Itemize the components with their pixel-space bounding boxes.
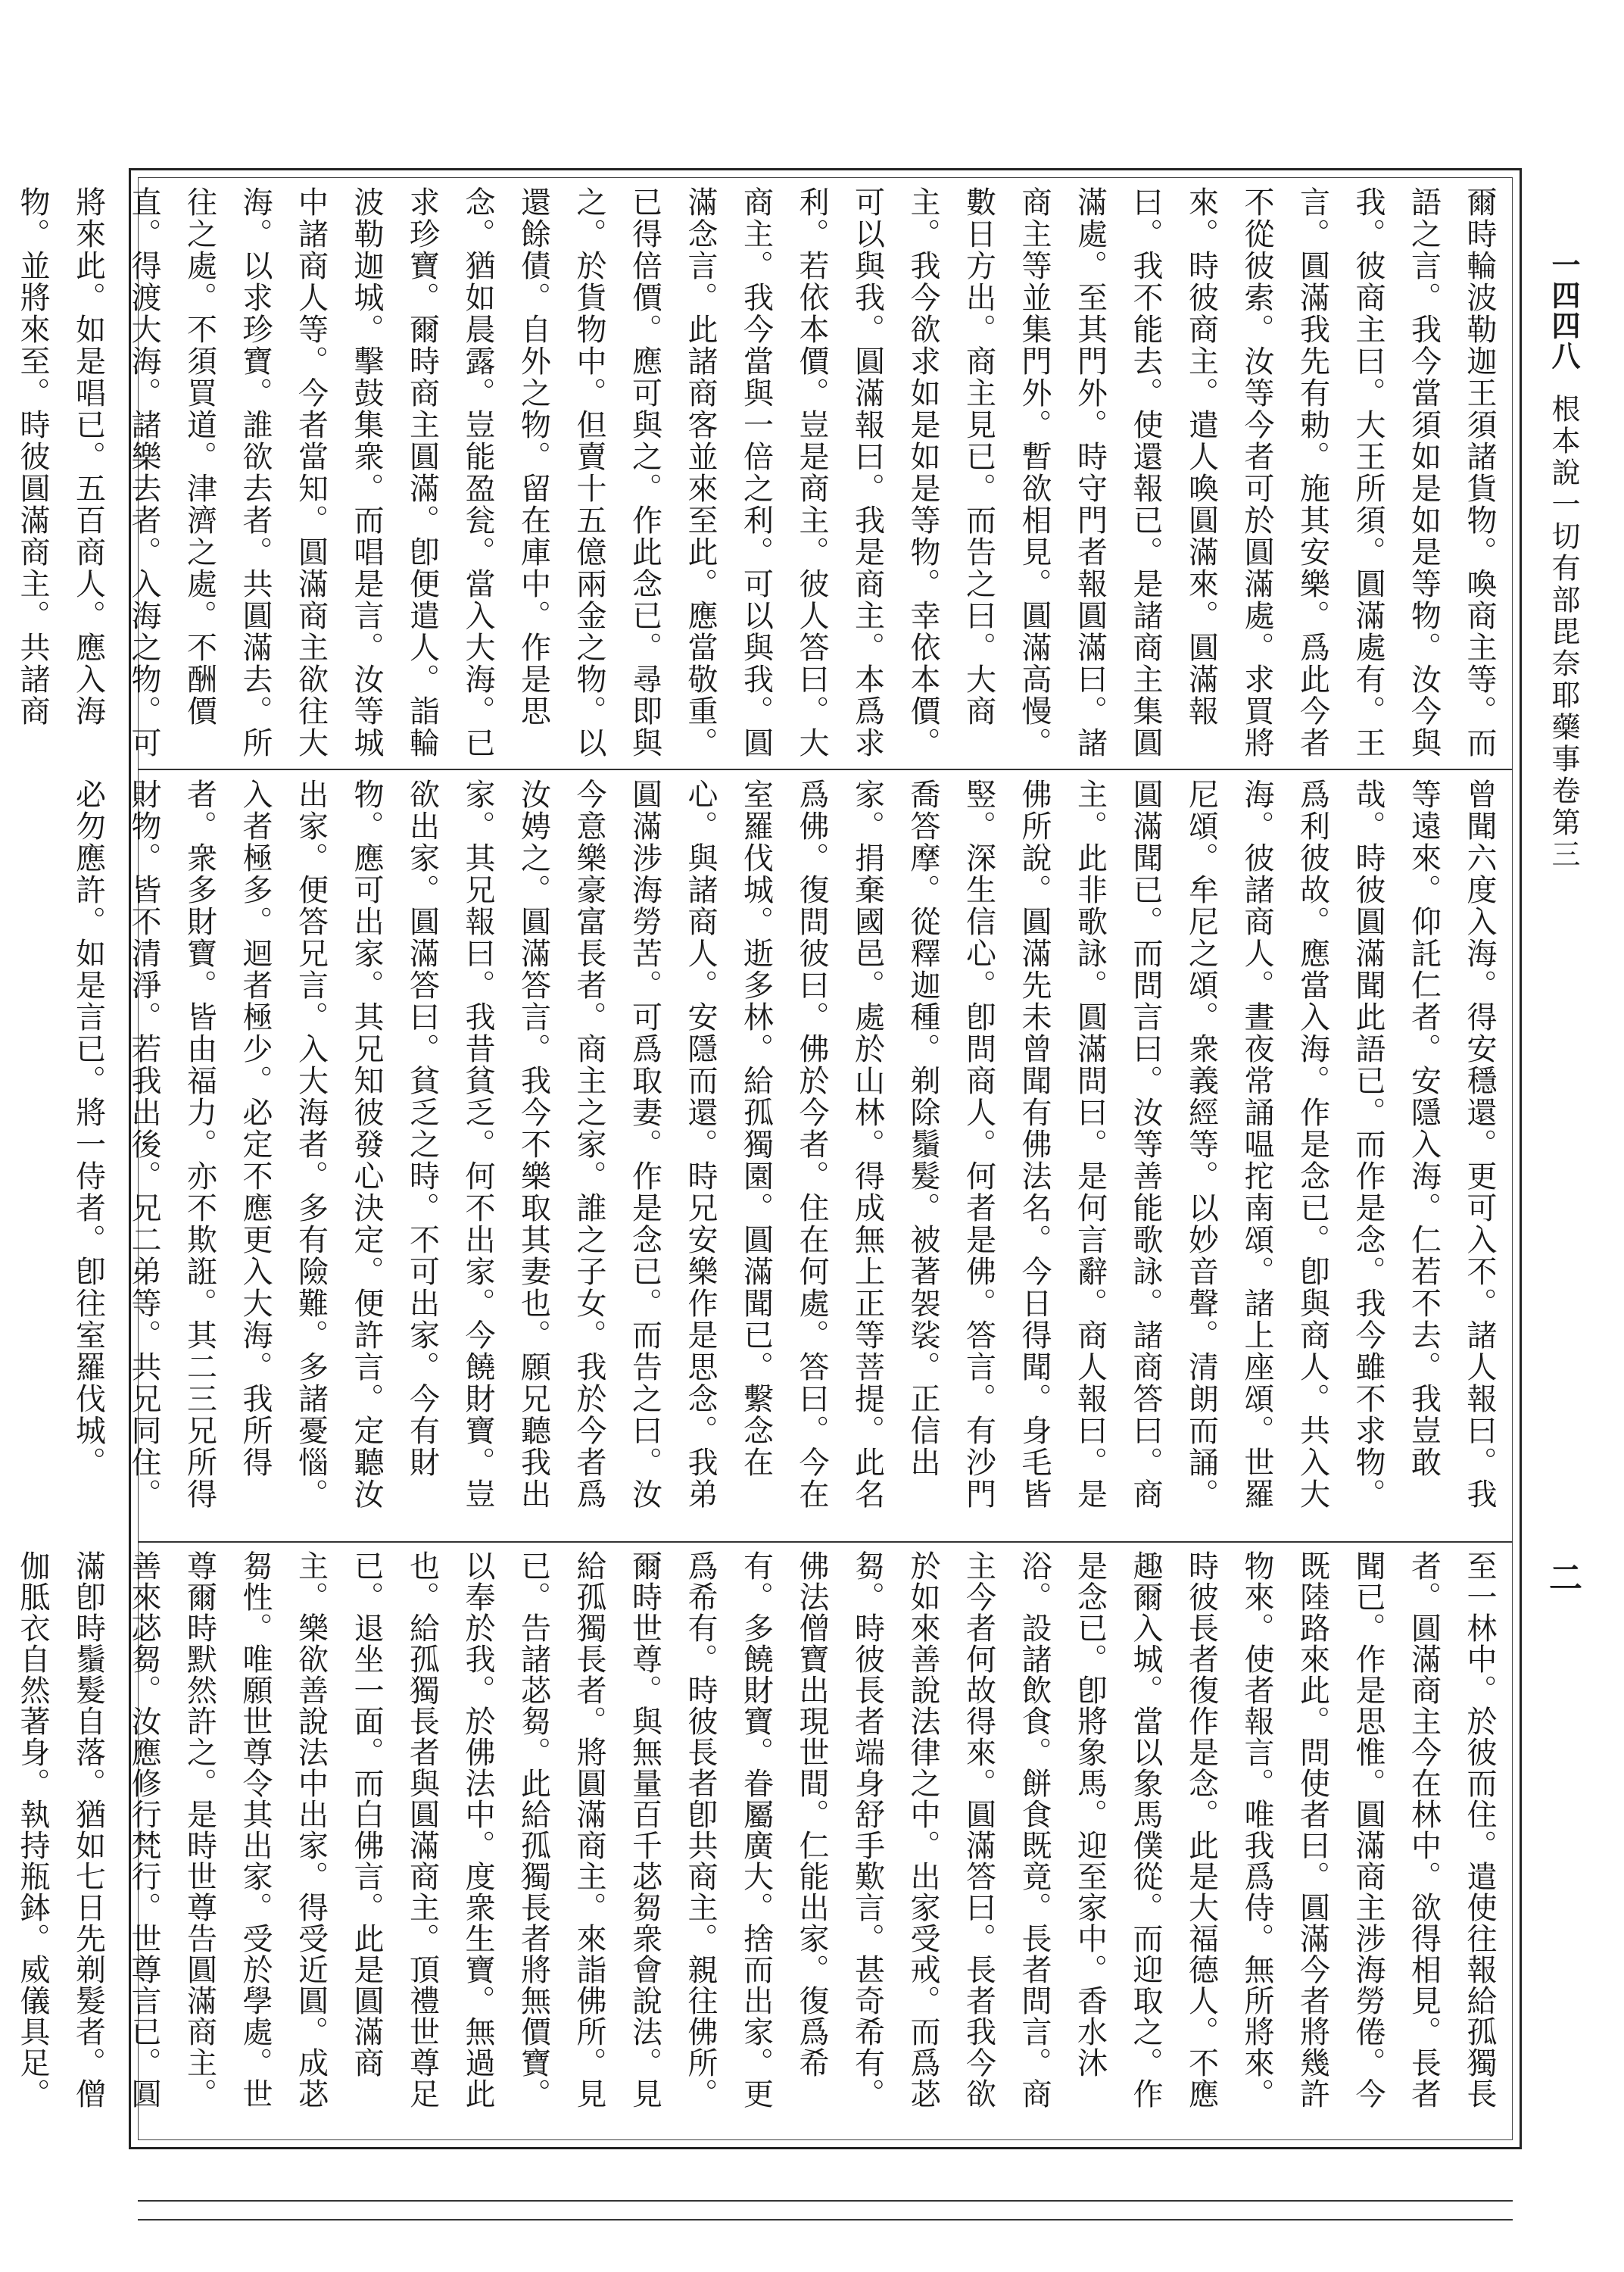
section-lower	[15, 1550, 1507, 2133]
bottom-rule-1	[138, 2200, 1513, 2202]
folio-number: 二	[1543, 1560, 1582, 1593]
page-number: 一四四八	[1547, 250, 1581, 371]
section-upper	[15, 186, 1507, 762]
lower-prose-1: 至一林中。於彼而住。遣使往報給孤獨長者。圓滿商主今在林中。欲得相見。長者聞已。作是思惟。圓滿商主涉海勞倦。今既陸路來此。問使者曰。圓滿今者將幾許物來。使者報言。唯我爲侍。無所將來。時彼長者復作是念。此是大福德人。不應趣爾入城。當以象馬僕從。而迎取之。作是念已。卽將象馬。迎至家中。香水沐浴。設諸飲食。餅食既竟。長者問言。商主今者何故得來。圓滿答曰。長者我今欲於如來善說法律之中。出家受戒。而爲苾芻。時彼長者端身舒手歎言。甚奇希有。佛法僧寶出現世間。仁能出家。復爲希有。多饒財寶。眷屬廣大。捨而出家。更爲希有。時彼長者卽共商主。親往佛所。爾時世尊。與無量百千苾芻衆會說法。見給孤獨長者。將圓滿商主。來詣佛所。見已。告諸苾芻。此給孤獨長者將無價寶。以奉於我。於佛法中。度衆生寶。無過此也。給孤獨長者與圓滿商主。頂禮世尊足已。退坐一面。而白佛言。此是圓滿商主。樂欲善說法中出家。得受近圓。成苾芻性。唯願世尊令其出家。受於學處。世尊爾時默然許之。是時世尊告圓滿商主。善來苾芻。汝應修行梵行。世尊言已。圓滿卽時鬚髮自落。猶如七日先剃髮者。僧伽胝衣自然著身。執持瓶鉢。威儀具足。	[15, 1550, 1497, 2109]
running-header	[1537, 250, 1590, 1234]
section-divider-1	[138, 769, 1513, 770]
lower-text-block	[15, 1550, 1507, 2133]
bottom-rule-2	[138, 2219, 1513, 2221]
section-divider-2	[138, 1541, 1513, 1543]
upper-text: 爾時輪波勒迦王須諸貨物。喚商主等。而語之言。我今當須如是如是等物。汝今與我。彼商主曰。大王所須。圓滿處有。王言。圓滿我先有勅。施其安樂。爲此今者不從彼索。汝等今者可於圓滿處。求買將來。時彼商主。遣人喚圓滿來。圓滿報曰。我不能去。使還報已。是諸商主集圓滿處。至其門外。時守門者報圓滿曰。諸商主等並集門外。暫欲相見。圓滿高慢。數日方出。商主見已。而告之曰。大商主。我今欲求如是如是等物。幸依本價。可以與我。圓滿報曰。我是商主。本爲求利。若依本價。豈是商主。彼人答曰。大商主。我今當與一倍之利。可以與我。圓滿念言。此諸商客並來至此。應當敬重。已得倍價。應可與之。作此念已。尋即與之。於貨物中。但賣十五億兩金之物。以還餘債。自外之物。留在庫中。作是思念。猶如晨露。豈能盈瓮。當入大海。已求珍寶。爾時商主圓滿。卽便遣人。詣輪波勒迦城。擊鼓集衆。而唱是言。汝等城中諸商人等。今者當知。圓滿商主欲往大海。以求珍寶。誰欲去者。共圓滿去。所往之處。不須買道。津濟之處。不酬價直。得渡大海。諸樂去者。入海之物。可將來此。如是唱已。五百商人。應入海物。並將來至。時彼圓滿商主。共諸商	[15, 186, 1497, 759]
running-title: 根本說一切有部毘奈耶藥事卷第三	[1547, 394, 1580, 871]
section-middle	[70, 779, 1507, 1532]
middle-text: 曾聞六度入海。得安穩還。更可入不。諸人報曰。我等遠來。仰託仁者。安隱入海。仁若不去。我豈敢哉。時彼圓滿聞此語已。而作是念。我今雖不求物。爲利彼故。應當入海。作是念已。卽與商人。共入大海。彼諸商人。晝夜常誦嗢拕南頌。諸上座頌。世羅尼頌。牟尼之頌。衆義經等。以妙音聲。清朗而誦。圓滿聞已。而問言曰。汝等善能歌詠。諸商答曰。商主。此非歌詠。圓滿問曰。是何言辭。商人報曰。是佛所說。圓滿先未曾聞有佛法名。今日得聞。身毛皆竪。深生信心。卽問商人。何者是佛。答言。有沙門喬答摩。從釋迦種。剃除鬚髮。被著袈裟。正信出家。捐棄國邑。處於山林。得成無上正等菩提。此名爲佛。復問彼曰。佛於今者。住在何處。答曰。今在室羅伐城。逝多林。給孤獨園。圓滿聞已。繫念在心。與諸商人。安隱而還。時兄安樂作是思念。我弟圓滿涉海勞苦。可爲取妻。作是念已。而告之曰。汝今意樂豪富長者。商主之家。誰之子女。我於今者爲汝娉之。圓滿答言。我今不樂取其妻也。願兄聽我出家。其兄報曰。我昔貧乏。何不出家。今饒財寶。豈欲出家。圓滿答曰。貧乏之時。不可出家。今有財物。應可出家。其兄知彼發心決定。便許言。定聽汝出家。便答兄言。入大海者。多有險難。多諸憂惱。入者極多。迴者極少。必定不應更入大海。我所得者。衆多財寶。皆由福力。亦不欺誑。其二三兄所得財物。皆不清淨。若我出後。兄二弟等。共兄同住。必勿應許。如是言已。將一侍者。卽往室羅伐城。	[70, 779, 1497, 1510]
